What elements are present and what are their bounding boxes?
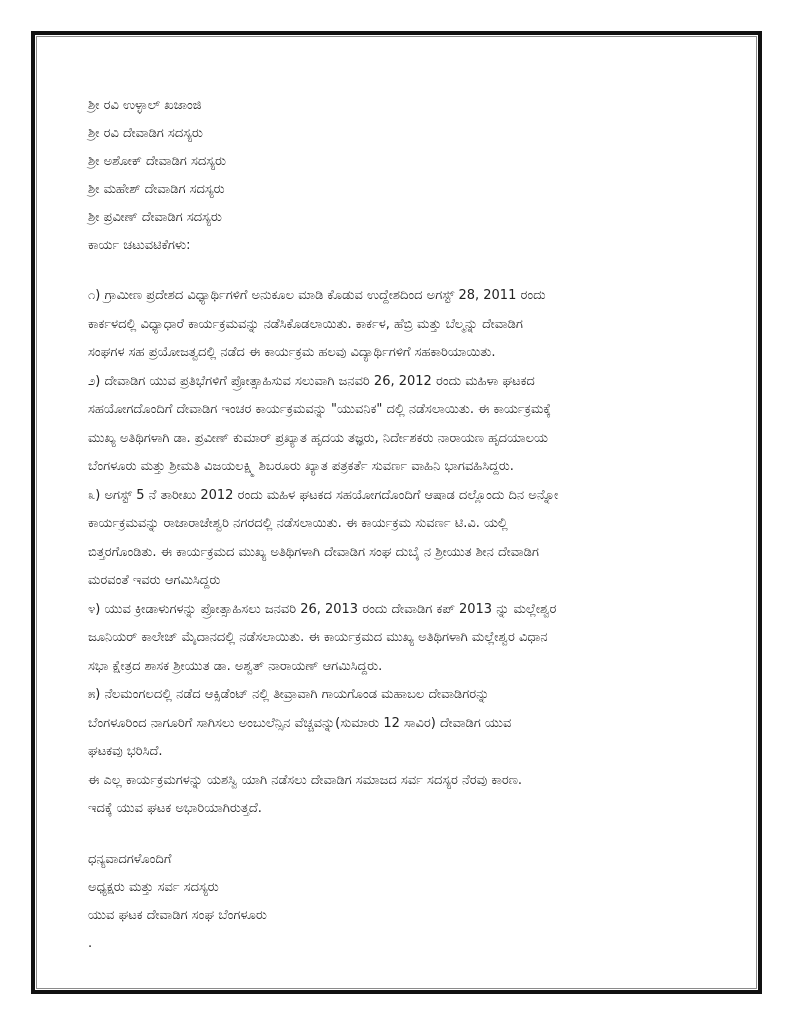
activity-paragraph-1	[88, 282, 728, 368]
paragraph-line: ೨) ದೇವಾಡಿಗ ಯುವ ಪ್ರತಿಭೆಗಳಿಗೆ ಪ್ರೋತ್ಸಾಹಿಸುವ ಸಲುವಾಗಿ ಜನವರಿ 26, 2012 ರಂದು ಮಹಿಳಾ ಘಟಕದ	[88, 373, 535, 389]
paragraph-line: ಸಹಯೋಗದೊಂದಿಗೆ ದೇವಾಡಿಗ ಇಂಚರ ಕಾರ್ಯಕ್ರಮವನ್ನು "ಯುವನಿಕ" ದಲ್ಲಿ ನಡೆಸಲಾಯಿತು. ಈ ಕಾರ್ಯಕ್ರಮಕ್ಕೆ	[88, 402, 551, 417]
paragraph-line: ಈ ಎಲ್ಲ ಕಾರ್ಯಕ್ರಮಗಳನ್ನು ಯಶಸ್ವಿ ಯಾಗಿ ನಡೆಸಲು ದೇವಾಡಿಗ ಸಮಾಜದ ಸರ್ವ ಸದಸ್ಯರ ನೆರವು ಕಾರಣ.	[88, 772, 523, 788]
paragraph-line: ಬಿತ್ತರಗೊಂಡಿತು. ಈ ಕಾರ್ಯಕ್ರಮದ ಮುಖ್ಯ ಅತಿಥಿಗಳಾಗಿ ದೇವಾಡಿಗ ಸಂಘ ದುಬೈ ನ ಶ್ರೀಯುತ ಶೀನ ದೇವಾಡಿಗ	[88, 544, 539, 560]
signoff-organization: ಯುವ ಘಟಕ ದೇವಾಡಿಗ ಸಂಘ ಬೆಂಗಳೂರು	[88, 907, 267, 923]
paragraph-line: ಘಟಕವು ಭರಿಸಿದೆ.	[88, 744, 163, 759]
signoff-greeting: ಧನ್ಯವಾದಗಳೊಂದಿಗೆ	[88, 851, 172, 867]
paragraph-line: ಕಾರ್ಕಳದಲ್ಲಿ ವಿಧ್ಯಾಧಾರೆ ಕಾರ್ಯಕ್ರಮವನ್ನು ನಡೆಸಿಕೊಡಲಾಯಿತು. ಕಾರ್ಕಳ, ಹೆಬ್ರಿ ಮತ್ತು ಬೆಲ್ಮನ್ನು ದೇವಾಡಿಗ	[88, 316, 523, 332]
paragraph-line: ೫) ನೆಲಮಂಗಲದಲ್ಲಿ ನಡೆದ ಆಕ್ಸಿಡೆಂಟ್ ನಲ್ಲಿ ತೀವ್ರಾವಾಗಿ ಗಾಯಗೊಂಡ ಮಹಾಬಲ ದೇವಾಡಿಗರನ್ನು	[88, 687, 490, 702]
paragraph-line: ೩) ಅಗಸ್ಟ್ 5 ನೆ ತಾರೀಖು 2012 ರಂದು ಮಹಿಳ ಘಟಕದ ಸಹಯೋಗದೊಂದಿಗೆ ಆಷಾಡ ದಲ್ಲೊಂದು ದಿನ ಅನ್ನೋ	[88, 487, 559, 503]
paragraph-line: ಮುಖ್ಯ ಅತಿಥಿಗಳಾಗಿ ಡಾ. ಪ್ರವೀಣ್ ಕುಮಾರ್ ಪ್ರಖ್ಯಾತ ಹೃದಯ ತಜ್ಞರು, ನಿರ್ದೇಶಕರು ನಾರಾಯಣ ಹೃದಯಾಲಯ	[88, 430, 548, 446]
paragraph-line: ಸಭಾ ಕ್ಷೇತ್ರದ ಶಾಸಕ ಶ್ರೀಯುತ ಡಾ. ಅಶ್ವತ್ ನಾರಾಯಣ್ ಆಗಮಿಸಿದ್ದರು.	[88, 658, 383, 674]
paragraph-line: ಕಾರ್ಯಕ್ರಮವನ್ನು ರಾಜಾರಾಜೇಶ್ವರಿ ನಗರದಲ್ಲಿ ನಡೆಸಲಾಯಿತು. ಈ ಕಾರ್ಯಕ್ರಮ ಸುವರ್ಣ ಟಿ.ವಿ. ಯಲ್ಲಿ	[88, 516, 508, 531]
activity-paragraph-2	[88, 368, 728, 482]
member-line: ಶ್ರೀ ಪ್ರವೀಣ್ ದೇವಾಡಿಗ ಸದಸ್ಯರು	[88, 210, 222, 225]
paragraph-line: ೪) ಯುವ ಕ್ರೀಡಾಳುಗಳನ್ನು ಪ್ರೋತ್ಸಾಹಿಸಲು ಜನವರಿ 26, 2013 ರಂದು ದೇವಾಡಿಗ ಕಪ್ 2013 ನ್ನು ಮಲ್ಲೇಶ್ವರ	[88, 601, 557, 617]
members-list	[88, 92, 728, 232]
paragraph-line: ಬೆಂಗಳೂರಿಂದ ನಾಗೂರಿಗೆ ಸಾಗಿಸಲು ಅಂಬುಲೆನ್ಸಿನ ವೆಚ್ಚವನ್ನು(ಸುಮಾರು 12 ಸಾವಿರ) ದೇವಾಡಿಗ ಯುವ	[88, 715, 512, 731]
paragraph-line: ಇದಕ್ಕೆ ಯುವ ಘಟಕ ಅಭಾರಿಯಾಗಿರುತ್ತದೆ.	[88, 801, 262, 816]
paragraph-line: ಸಂಘಗಳ ಸಹ ಪ್ರಯೋಜತ್ವದಲ್ಲಿ ನಡೆದ ಈ ಕಾರ್ಯಕ್ರಮ ಹಲವು ವಿದ್ಯಾರ್ಥಿಗಳಿಗೆ ಸಹಕಾರಿಯಾಯಿತು.	[88, 345, 496, 360]
closing-paragraph	[88, 767, 728, 824]
member-line: ಶ್ರೀ ರವಿ ಉಳ್ಳಾಲ್ ಖಜಾಂಜಿ	[88, 98, 202, 113]
document-body	[88, 92, 728, 958]
paragraph-line: ಜೂನಿಯರ್ ಕಾಲೇಜ್ ಮೈದಾನದಲ್ಲಿ ನಡೆಸಲಾಯಿತು. ಈ ಕಾರ್ಯಕ್ರಮದ ಮುಖ್ಯ ಅತಿಥಿಗಳಾಗಿ ಮಲ್ಲೇಶ್ವರ ವಿಧಾನ	[88, 630, 548, 645]
activities-heading: ಕಾರ್ಯ ಚಟುವಟಿಕೆಗಳು:	[88, 238, 191, 253]
member-line: ಶ್ರೀ ಅಶೋಕ್ ದೇವಾಡಿಗ ಸದಸ್ಯರು	[88, 154, 226, 169]
paragraph-line: ೧) ಗ್ರಾಮೀಣ ಪ್ರದೇಶದ ವಿಧ್ಯಾರ್ಥಿಗಳಿಗೆ ಅನುಕೂಲ ಮಾಡಿ ಕೊಡುವ ಉದ್ದೇಶದಿಂದ ಅಗಸ್ಟ್ 28, 2011 ರಂದು	[88, 288, 546, 303]
paragraph-line: ಮರವಂತೆ ಇವರು ಆಗಮಿಸಿದ್ದರು	[88, 573, 221, 588]
trailing-mark: .	[88, 935, 93, 951]
signoff-signatory: ಅಧ್ಯಕ್ಷರು ಮತ್ತು ಸರ್ವ ಸದಸ್ಯರು	[88, 879, 219, 895]
activity-paragraph-4	[88, 596, 728, 682]
member-line: ಶ್ರೀ ರವಿ ದೇವಾಡಿಗ ಸದಸ್ಯರು	[88, 126, 203, 141]
paragraph-line: ಬೆಂಗಳೂರು ಮತ್ತು ಶ್ರೀಮತಿ ವಿಜಯಲಕ್ಷ್ಮಿ ಶಿಬರೂರು ಖ್ಯಾತ ಪತ್ರಕರ್ತೆ ಸುವರ್ಣ ವಾಹಿನಿ ಭಾಗವಹಿಸಿದ್ದರು.	[88, 459, 514, 474]
signoff-block	[88, 846, 728, 958]
activity-paragraph-3	[88, 482, 728, 596]
member-line: ಶ್ರೀ ಮಹೇಶ್ ದೇವಾಡಿಗ ಸದಸ್ಯರು	[88, 182, 225, 197]
activity-paragraph-5	[88, 681, 728, 767]
